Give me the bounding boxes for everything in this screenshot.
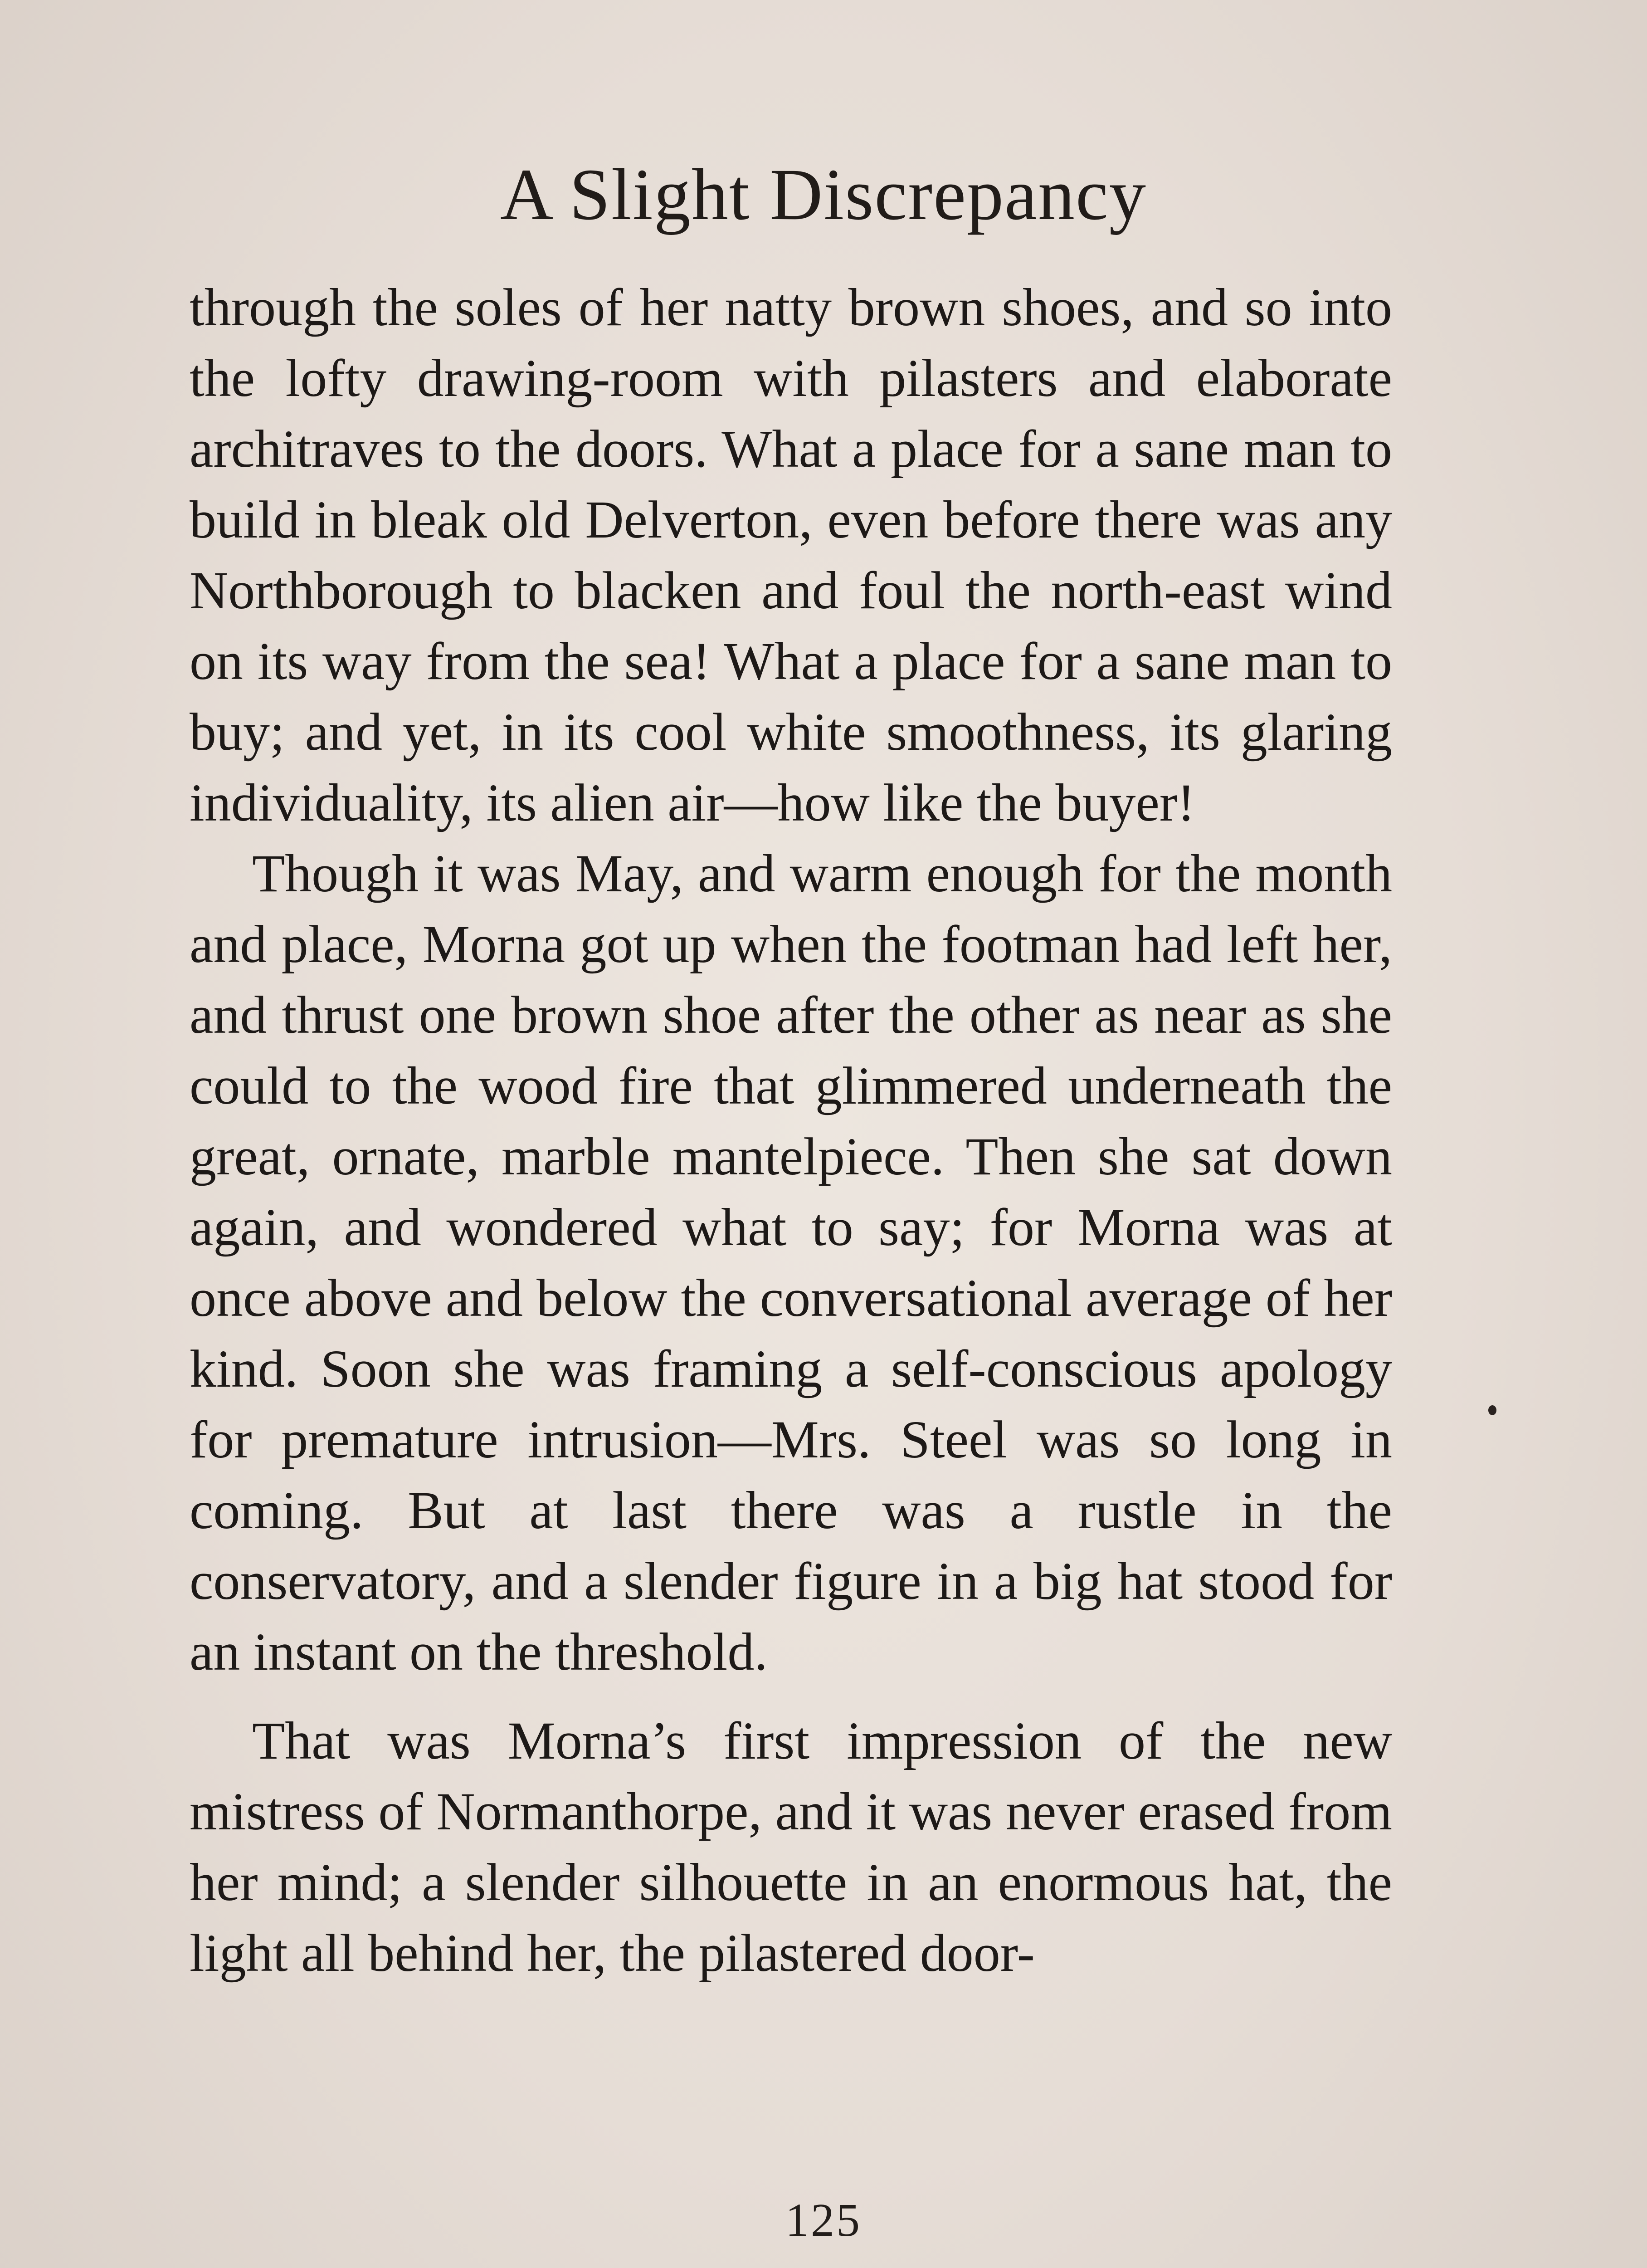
paragraph-3: That was Morna’s first impression of the new mistress of Normanthorpe, and it was never erased from her mind; a slender silhouette in an enormous hat, the light all behind her, the pilastered door- bbox=[190, 1711, 1392, 1983]
running-title: A Slight Discrepancy bbox=[500, 154, 1147, 235]
body-text bbox=[190, 272, 1392, 1989]
paragraph-2: Though it was May, and warm enough for the month and place, Morna got up when the footman had left her, and thrust one brown shoe after the other as near as she could to the wood fire that glimmered underneath the great, ornate, marble mantelpiece. Then she sat down again, and wondered what to say; for Morna was at once above and below the conversational average of her kind. Soon she was framing a self-conscious apology for premature intrusion—Mrs. Steel was so long in coming. But at last there was a rustle in the conservatory, and a slender figure in a big hat stood for an instant on the threshold. bbox=[190, 844, 1392, 1681]
ink-speck bbox=[1488, 1405, 1496, 1415]
page-number: 125 bbox=[785, 2194, 862, 2246]
paragraph-1: through the soles of her natty brown shoes, and so into the lofty drawing-room with pilasters and elaborate architraves to the doors. What a place for a sane man to build in bleak old Delverton, even before there was any Northborough to blacken and foul the north-east wind on its way from the sea! What a place for a sane man to buy; and yet, in its cool white smoothness, its glaring individuality, its alien air—how like the buyer! bbox=[190, 278, 1392, 832]
